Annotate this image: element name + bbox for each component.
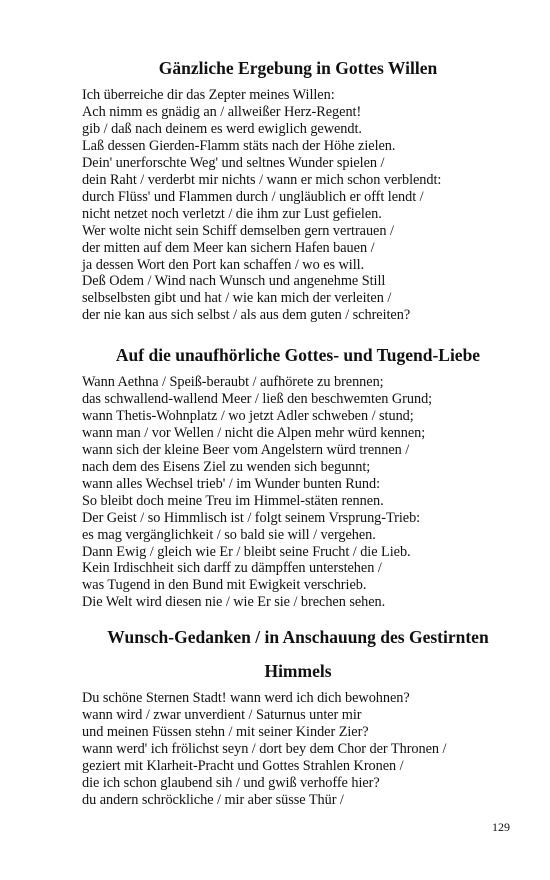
verse-line: Wer wolte nicht sein Schiff demselben gern vertrauen / (82, 222, 394, 239)
verse-line: Dann Ewig / gleich wie Er / bleibt seine Frucht / die Lieb. (82, 543, 411, 560)
verse-line: Dein' unerforschte Weg' und seltnes Wunder spielen / (82, 154, 385, 171)
verse-line: Deß Odem / Wind nach Wunsch und angenehme Still (82, 273, 386, 290)
poem-title-line: Wunsch-Gedanken / in Anschauung des Gestirnten (107, 627, 489, 647)
verse-line: gib / daß nach deinem es werd ewiglich gewendt. (82, 120, 362, 137)
verse-line: durch Flüss' und Flammen durch / ungläublich er offt lendt / (82, 188, 424, 205)
verse-line: Ich überreiche dir das Zepter meines Willen: (82, 87, 335, 103)
verse-line: Laß dessen Gierden-Flamm stäts nach der Höhe zielen. (82, 137, 396, 154)
poem-title (74, 344, 522, 366)
verse-line: nach dem des Eisens Ziel zu wenden sich begunnt; (82, 458, 371, 475)
verse-line: geziert mit Klarheit-Pracht und Gottes Strahlen Kronen / (82, 757, 404, 774)
verse-line: der mitten auf dem Meer kan sichern Hafen bauen / (82, 239, 375, 256)
poem-verse-list (82, 87, 522, 324)
verse-line: der nie kan aus sich selbst / als aus dem guten / schreiten? (82, 307, 411, 324)
poem-title-line: Gänzliche Ergebung in Gottes Willen (158, 58, 438, 78)
verse-line: dein Raht / verderbt mir nichts / wann er mich schon verblendt: (82, 171, 442, 188)
verse-line: Wann Aethna / Speiß-beraubt / aufhörete zu brennen; (82, 374, 384, 390)
verse-line: Kein Irdischheit sich darff zu dämpffen unterstehen / (82, 560, 382, 577)
verse-line: selbselbsten gibt und hat / wie kan mich der verleiten / (82, 290, 392, 307)
verse-line: So bleibt doch meine Treu im Himmel-stäten rennen. (82, 492, 384, 509)
poem-tugend-liebe (82, 344, 522, 611)
poem-title (74, 57, 522, 79)
poem-title-line: Auf die unaufhörliche Gottes- und Tugend-Liebe (115, 345, 481, 365)
verse-line: ja dessen Wort den Port kan schaffen / wo es will. (82, 256, 365, 273)
verse-line: und meinen Füssen stehn / mit seiner Kinder Zier? (82, 723, 369, 740)
verse-line: Der Geist / so Himmlisch ist / folgt seinem Vrsprung-Trieb: (82, 509, 421, 526)
verse-line: das schwallend-wallend Meer / ließ den beschwemten Grund; (82, 390, 433, 407)
poem-verse-list (82, 374, 522, 611)
verse-line: Die Welt wird diesen nie / wie Er sie / brechen sehen. (82, 594, 386, 611)
verse-line: wann wird / zwar unverdient / Saturnus unter mir (82, 706, 362, 723)
poem-title-line: Himmels (264, 661, 332, 681)
poem-verse-list (82, 690, 522, 809)
verse-line: was Tugend in den Bund mit Ewigkeit verschrieb. (82, 577, 367, 594)
verse-line: wann Thetis-Wohnplatz / wo jetzt Adler schweben / stund; (82, 407, 414, 424)
verse-line: die ich schon glaubend sih / und gwiß verhoffe hier? (82, 774, 380, 791)
verse-line: Ach nimm es gnädig an / allweißer Herz-Regent! (82, 103, 362, 120)
page-number: 129 (492, 820, 510, 834)
poem-ergebung (82, 57, 522, 324)
verse-line: du andern schröckliche / mir aber süsse Thür / (82, 791, 344, 808)
verse-line: es mag vergänglichkeit / so bald sie will / vergehen. (82, 526, 376, 543)
verse-line: wann sich der kleine Beer vom Angelstern würd trennen / (82, 441, 410, 458)
verse-line: nicht netzet noch verletzt / die ihm zur Lust gefielen. (82, 205, 382, 222)
verse-line: wann alles Wechsel trieb' / im Wunder bunten Rund: (82, 475, 380, 492)
verse-line: wann werd' ich frölichst seyn / dort bey dem Chor der Thronen / (82, 740, 447, 757)
poem-wunsch-gedanken (82, 626, 522, 809)
verse-line: wann man / vor Wellen / nicht die Alpen mehr würd kennen; (82, 424, 426, 441)
verse-line: Du schöne Sternen Stadt! wann werd ich dich bewohnen? (82, 690, 410, 706)
poem-title (74, 626, 522, 682)
